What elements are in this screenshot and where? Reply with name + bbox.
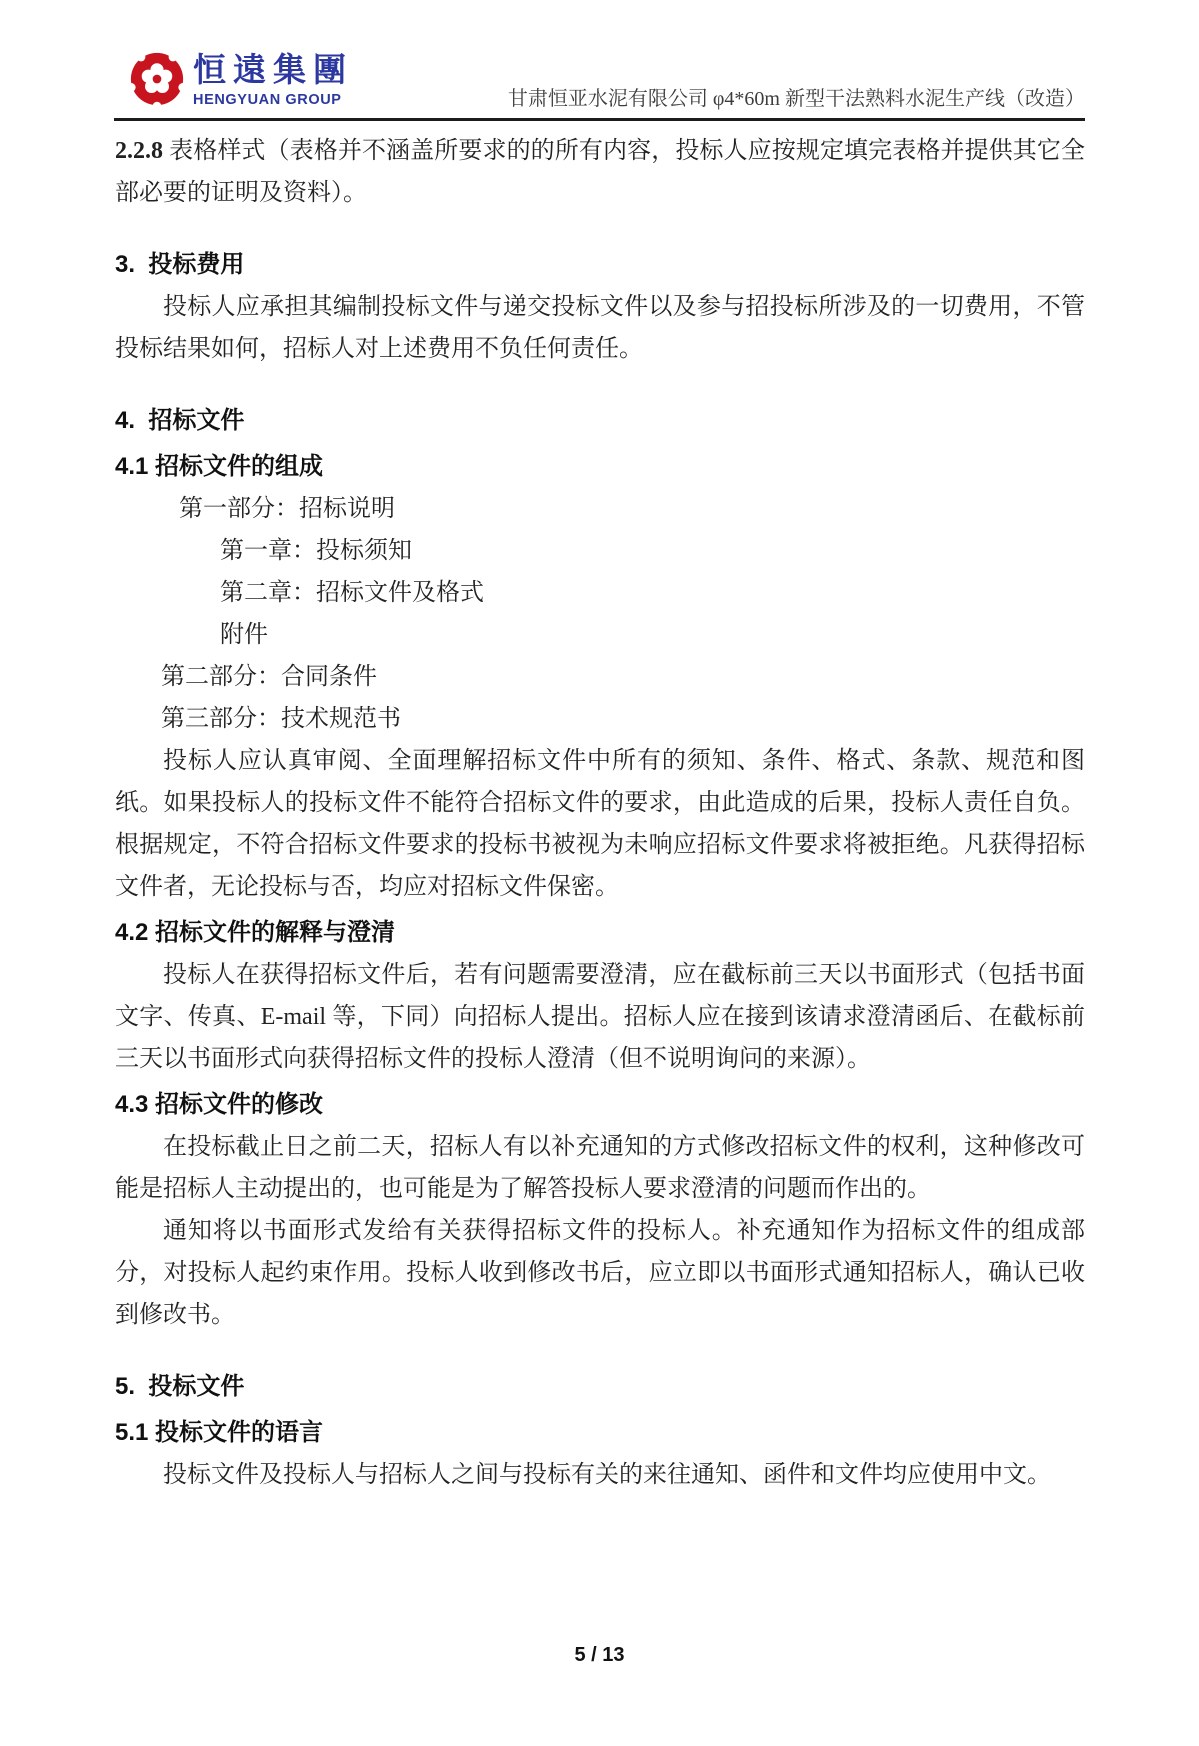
section-4-heading: 4. 招标文件 [115, 407, 245, 434]
document-body [115, 130, 1085, 1496]
para-2-2-8 [115, 130, 1085, 214]
section-5-1-paragraph: 投标文件及投标人与招标人之间与投标有关的来往通知、函件和文件均应使用中文。 [163, 1462, 1051, 1488]
logo-emblem-icon [128, 50, 186, 113]
header-divider [114, 118, 1085, 121]
section-4-3-paragraph-1: 在投标截止日之前二天，招标人有以补充通知的方式修改招标文件的权利，这种修改可能是招标人主动提出的，也可能是为了解答投标人要求澄清的问题而作出的。 [115, 1134, 1085, 1202]
logo-chinese-name: 恒遠集團 [193, 53, 353, 90]
toc-item-part2: 第二部分：合同条件 [161, 664, 377, 690]
toc-item-appendix: 附件 [220, 622, 268, 648]
company-logo [128, 50, 353, 113]
section-3-heading: 3. 投标费用 [115, 251, 245, 278]
para-2-2-8-text: 表格样式（表格并不涵盖所要求的的所有内容，投标人应按规定填完表格并提供其它全部必要的证明及资料）。 [115, 138, 1085, 206]
page-number: 5 / 13 [574, 1644, 625, 1666]
section-4-1-heading: 4.1 招标文件的组成 [115, 453, 324, 480]
logo-english-name: HENGYUAN GROUP [193, 92, 342, 109]
section-4-3-heading: 4.3 招标文件的修改 [115, 1091, 324, 1118]
toc-item-part3: 第三部分：技术规范书 [161, 706, 401, 732]
document-title: 甘肃恒亚水泥有限公司 φ4*60m 新型干法熟料水泥生产线（改造） [507, 88, 1085, 110]
para-2-2-8-number: 2.2.8 [115, 138, 163, 164]
toc-item-part1: 第一部分：招标说明 [179, 496, 395, 522]
toc-item-chapter2: 第二章：招标文件及格式 [220, 580, 484, 606]
section-4-3-paragraph-2: 通知将以书面形式发给有关获得招标文件的投标人。补充通知作为招标文件的组成部分，对投标人起约束作用。投标人收到修改书后，应立即以书面形式通知招标人，确认已收到修改书。 [115, 1218, 1085, 1328]
section-4-1-paragraph: 投标人应认真审阅、全面理解招标文件中所有的须知、条件、格式、条款、规范和图纸。如果投标人的投标文件不能符合招标文件的要求，由此造成的后果，投标人责任自负。根据规定，不符合招标文件要求的投标书被视为未响应招标文件要求将被拒绝。凡获得招标文件者，无论投标与否，均应对招标文件保密。 [115, 748, 1085, 900]
section-4-2-paragraph: 投标人在获得招标文件后，若有问题需要澄清，应在截标前三天以书面形式（包括书面文字、传真、E-mail 等，下同）向招标人提出。招标人应在接到该请求澄清函后、在截标前三天以书面形式向获得招标文件的投标人澄清（但不说明询问的来源）。 [115, 962, 1085, 1072]
section-5-heading: 5. 投标文件 [115, 1373, 245, 1400]
section-4-2-heading: 4.2 招标文件的解释与澄清 [115, 919, 396, 946]
section-5-1-heading: 5.1 投标文件的语言 [115, 1419, 324, 1446]
section-3-paragraph: 投标人应承担其编制投标文件与递交投标文件以及参与招投标所涉及的一切费用，不管投标结果如何，招标人对上述费用不负任何责任。 [115, 294, 1085, 362]
toc-item-chapter1: 第一章：投标须知 [220, 538, 412, 564]
